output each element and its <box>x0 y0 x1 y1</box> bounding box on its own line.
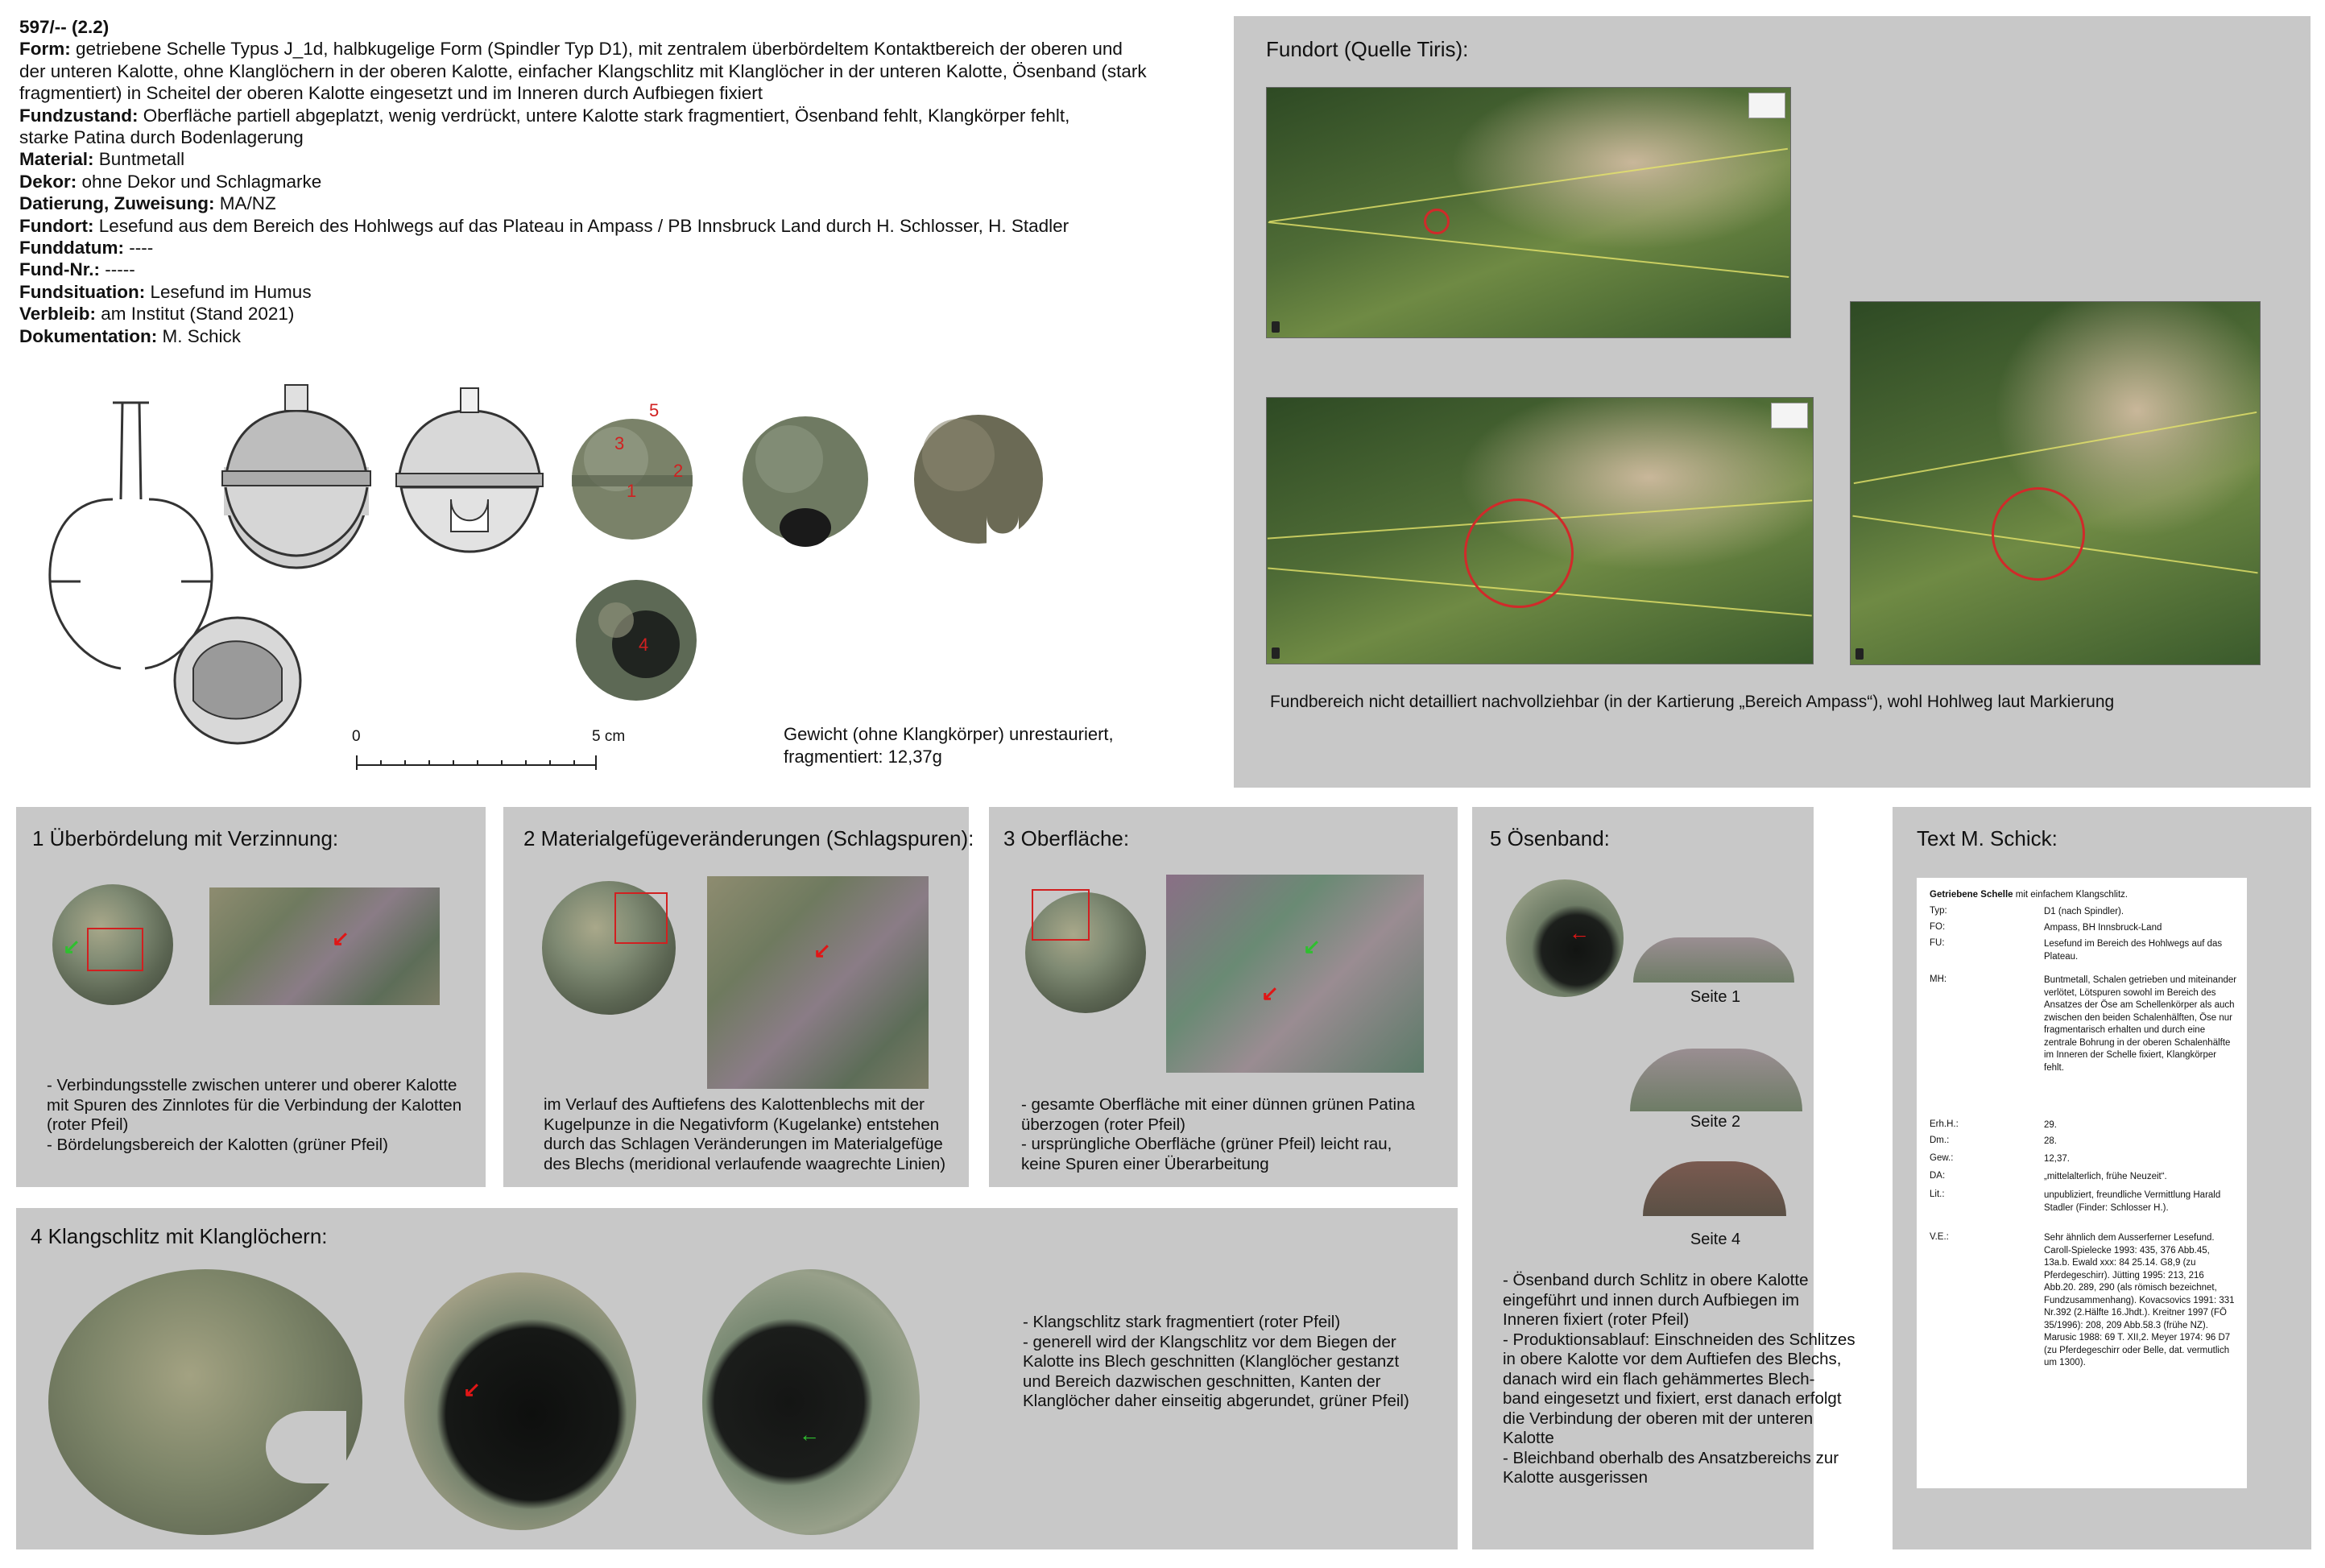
sheet-value: Ampass, BH Innsbruck-Land <box>2044 923 2162 933</box>
panel-klangschlitz <box>16 1208 1458 1549</box>
slot-gap <box>266 1411 346 1483</box>
figure-number-4: 4 <box>639 635 649 655</box>
panel-oesenband <box>1472 807 1855 1549</box>
map-legend <box>1771 403 1808 428</box>
panel3-line: keine Spuren einer Überarbeitung <box>1021 1154 1269 1173</box>
sheet-key: DA: <box>1930 1171 1946 1181</box>
sheet-key: V.E.: <box>1930 1232 1949 1242</box>
map-contour <box>1854 412 2257 484</box>
fundort-title: Fundort (Quelle Tiris): <box>1266 37 1469 61</box>
bell-photo-front <box>48 1269 362 1535</box>
panel3-line: überzogen (roter Pfeil) <box>1021 1115 1185 1134</box>
green-arrow-icon: ← <box>799 1422 820 1446</box>
seite1-label: Seite 1 <box>1690 988 1741 1006</box>
panel5-line: in obere Kalotte vor dem Auftiefen des Blechs, <box>1503 1350 1842 1368</box>
fundort-caption: Fundbereich nicht detailliert nachvollziehbar (in der Kartierung „Bereich Ampass“), wohl Hohlweg laut Markierung <box>1270 693 2115 711</box>
red-arrow-icon: ↙ <box>332 926 350 950</box>
sheet-value: Sehr ähnlich dem Ausserferner Lesefund. Caroll-Spielecke 1993: 435, 376 Abb.45, 13a.b. Ewald xxx: 84 25.14. G8,9 (zu Pferdegeschirr). Jütting 1995: 213, 216 Abb.20. 289, 290 (als römisch bezeichnet, Fundzusammenhang). Kovacsovics 1991: 331 Nr.392 (2.Hälfte 16.Jhdt.). Kreitner 1997 (FÖ 35/1996): 208, 209 Abb.58.3 (frühe NZ). Marusic 1988: 69 T. XII,2. Meyer 1974: 96 D7 (zu Pferdegeschirr oder Belle, dat. vermutlich um 1300). <box>2044 1233 2235 1367</box>
photo-bottom <box>576 580 697 701</box>
panel4-line: und Bereich dazwischen geschnitten, Kanten der <box>1023 1371 1381 1391</box>
panel5-line: Kalotte ausgerissen <box>1503 1468 1649 1487</box>
find-marker <box>1464 499 1574 608</box>
sheet-value: 28. <box>2044 1136 2057 1146</box>
red-arrow-icon: ↙ <box>813 938 831 962</box>
bell-photo-inside <box>404 1272 636 1530</box>
map-overview <box>1266 87 1791 338</box>
map-contour <box>1269 148 1788 222</box>
panel-ueberboerdelung <box>16 807 486 1187</box>
figure-number-2: 2 <box>673 461 684 481</box>
panel5-line: eingeführt und innen durch Aufbiegen im <box>1503 1290 1800 1309</box>
zoom-detail <box>1166 875 1424 1073</box>
seite2-label: Seite 2 <box>1690 1113 1741 1131</box>
map-plateau <box>1850 301 2261 665</box>
datierung-line: Datierung, Zuweisung: MA/NZ <box>19 193 276 214</box>
green-arrow-icon: ↙ <box>63 934 81 958</box>
panel5-text <box>1503 1271 1855 1488</box>
panel5-line: Inneren fixiert (roter Pfeil) <box>1503 1310 1690 1329</box>
panel4-line: - generell wird der Klangschlitz vor dem Biegen der <box>1023 1332 1396 1351</box>
zoom-detail <box>707 876 929 1089</box>
panel5-line: - Produktionsablauf: Einschneiden des Schlitzes <box>1503 1330 1855 1349</box>
panel5-line: die Verbindung der oberen mit der unteren <box>1503 1409 1814 1428</box>
find-marker <box>1424 209 1450 234</box>
catalog-sheet <box>1917 878 2247 1488</box>
section-drawing <box>50 403 212 668</box>
sheet-value: „mittelalterlich, frühe Neuzeit“. <box>2044 1172 2167 1181</box>
panel5-line: - Ösenband durch Schlitz in obere Kalotte <box>1503 1271 1809 1289</box>
panel2-line: des Blechs (meridional verlaufende waagrechte Linien) <box>544 1154 946 1173</box>
seite4-label: Seite 4 <box>1690 1231 1741 1248</box>
sheet-value: 12,37. <box>2044 1154 2070 1164</box>
figure-number-1: 1 <box>627 481 637 501</box>
panel2-line: Kugelpunze in die Negativform (Kugelanke) entstehen <box>544 1115 940 1134</box>
panel5-line: danach wird ein flach gehämmertes Blech- <box>1503 1369 1815 1388</box>
zoom-frame <box>614 892 668 944</box>
figure-number-3: 3 <box>614 433 625 453</box>
panel4-line: Kalotte ins Blech geschnitten (Klanglöcher gestanzt <box>1023 1352 1400 1371</box>
panel2-line: durch das Schlagen Veränderungen im Materialgefüge <box>544 1135 943 1153</box>
bottom-drawing <box>175 618 300 743</box>
weight-line-2: fragmentiert: 12,37g <box>784 747 942 767</box>
sheet-key: Gew.: <box>1930 1153 1954 1163</box>
zoom-frame <box>1032 889 1090 941</box>
panel4-title: 4 Klangschlitz mit Klanglöchern: <box>31 1224 328 1248</box>
funddatum-line: Funddatum: ---- <box>19 238 154 259</box>
zoom-frame <box>87 928 143 971</box>
sheet-key: MH: <box>1930 974 1947 984</box>
seite4-photo <box>1643 1161 1786 1216</box>
panel1-line: (roter Pfeil) <box>47 1115 129 1134</box>
panel5-title: 5 Ösenband: <box>1490 826 1610 850</box>
photo-back <box>743 416 868 547</box>
panel2-text <box>544 1095 945 1174</box>
form-line-2: der unteren Kalotte, ohne Klanglöchern in der oberen Kalotte, einfacher Klangschlitz mit Klanglöcher in der unteren Kalotte, Ösenband (stark <box>19 60 1147 81</box>
red-arrow-icon: ← <box>1569 921 1590 945</box>
fundzustand-line-1: Fundzustand: Oberfläche partiell abgeplatzt, wenig verdrückt, untere Kalotte stark fragmentiert, Ösenband fehlt, Klangkörper fehlt, <box>19 105 1070 126</box>
panel1-line: mit Spuren des Zinnlotes für die Verbindung der Kalotten <box>47 1095 462 1115</box>
panel1-line: - Verbindungsstelle zwischen unterer und oberer Kalotte <box>47 1076 457 1094</box>
back-drawing <box>396 388 543 552</box>
north-icon <box>1272 647 1280 659</box>
sheet-key: FU: <box>1930 938 1945 948</box>
sheet-heading: Getriebene Schelle mit einfachem Klangschlitz. <box>1930 890 2128 900</box>
weight-note <box>784 723 1114 768</box>
panel2-title: 2 Materialgefügeveränderungen (Schlagspuren): <box>523 826 974 850</box>
panel5-line: band eingesetzt und fixiert, erst danach erfolgt <box>1503 1389 1842 1408</box>
fundort-panel <box>1234 16 2311 788</box>
bell-photo-side <box>702 1269 920 1535</box>
verbleib-line: Verbleib: am Institut (Stand 2021) <box>19 304 295 325</box>
panel1-text <box>47 1076 461 1155</box>
sheet-key: Erh.H.: <box>1930 1119 1959 1129</box>
dekor-line: Dekor: ohne Dekor und Schlagmarke <box>19 171 322 192</box>
photo-side <box>914 415 1043 548</box>
scale-end-label: 5 cm <box>592 728 626 745</box>
sheet-value: Lesefund im Bereich des Hohlwegs auf das Plateau. <box>2044 939 2223 962</box>
sheet-key: FO: <box>1930 922 1946 932</box>
entry-id: 597/-- (2.2) <box>19 17 110 37</box>
sheet-value: 29. <box>2044 1120 2057 1130</box>
front-drawing <box>222 385 370 568</box>
panel5-line: Kalotte <box>1503 1429 1554 1447</box>
panel4-line: Klanglöcher daher einseitig abgerundet, grüner Pfeil) <box>1023 1392 1409 1410</box>
panel6-title: Text M. Schick: <box>1917 826 2058 850</box>
panel3-line: - ursprüngliche Oberfläche (grüner Pfeil) leicht rau, <box>1021 1135 1392 1153</box>
panel1-line: - Bördelungsbereich der Kalotten (grüner Pfeil) <box>47 1135 388 1154</box>
sheet-value: unpubliziert, freundliche Vermittlung Harald Stadler (Finder: Schlosser H.). <box>2044 1190 2221 1213</box>
panel1-title: 1 Überbördelung mit Verzinnung: <box>32 826 339 850</box>
object-figure <box>32 370 1224 773</box>
form-line-1: Form: getriebene Schelle Typus J_1d, halbkugelige Form (Spindler Typ D1), mit zentralem überbördeltem Kontaktbereich der oberen und <box>19 39 1123 60</box>
seite1-photo <box>1633 937 1794 983</box>
fundort-line: Fundort: Lesefund aus dem Bereich des Hohlwegs auf das Plateau in Ampass / PB Innsbruck Land durch H. Schlosser, H. Stadler <box>19 215 1069 236</box>
material-line: Material: Buntmetall <box>19 149 185 170</box>
fundzustand-line-2: starke Patina durch Bodenlagerung <box>19 127 304 148</box>
sheet-value: D1 (nach Spindler). <box>2044 907 2124 916</box>
zoom-detail <box>209 887 440 1005</box>
sheet-key: Dm.: <box>1930 1136 1950 1145</box>
fundsituation-line: Fundsituation: Lesefund im Humus <box>19 281 312 302</box>
figure-number-5: 5 <box>649 400 660 420</box>
form-line-3: fragmentiert) in Scheitel der oberen Kalotte eingesetzt und im Inneren durch Aufbiegen fixiert <box>19 83 763 104</box>
panel4-line: - Klangschlitz stark fragmentiert (roter Pfeil) <box>1023 1313 1341 1331</box>
north-icon <box>1272 321 1280 333</box>
find-marker <box>1992 487 2085 581</box>
sheet-value: Buntmetall, Schalen getrieben und miteinander verlötet, Lötspuren sowohl im Bereich des Ansatzes der Öse am Schellenkörper als auch zwischen den beiden Schalenhälften, Öse nur fragmentarisch erhalten und durch eine zentrale Bohrung in der oberen Schalenhälfte im Inneren der Schelle fixiert, Klangkörper fehlt. <box>2044 975 2237 1073</box>
panel3-title: 3 Oberfläche: <box>1003 826 1130 850</box>
scale-bar <box>357 755 596 770</box>
catalog-entry <box>19 16 1163 347</box>
panel-materialgefuege <box>503 807 974 1187</box>
sheet-key: Typ: <box>1930 906 1947 916</box>
panel3-line: - gesamte Oberfläche mit einer dünnen grünen Patina <box>1021 1095 1415 1114</box>
red-arrow-icon: ↙ <box>1261 981 1279 1005</box>
panel4-text <box>1023 1313 1409 1412</box>
map-detail <box>1266 397 1814 664</box>
seite2-photo <box>1630 1049 1802 1111</box>
scale-start-label: 0 <box>352 728 361 745</box>
map-contour <box>1268 221 1789 278</box>
map-legend <box>1748 93 1785 118</box>
weight-line-1: Gewicht (ohne Klangkörper) unrestauriert, <box>784 724 1114 744</box>
panel5-line: - Bleichband oberhalb des Ansatzbereichs zur <box>1503 1448 1839 1467</box>
sheet-key: Lit.: <box>1930 1189 1945 1199</box>
panel3-text <box>1021 1095 1415 1174</box>
panel2-line: im Verlauf des Auftiefens des Kalottenblechs mit der <box>544 1095 925 1114</box>
green-arrow-icon: ↙ <box>1303 934 1321 958</box>
north-icon <box>1855 648 1864 660</box>
dokumentation-line: Dokumentation: M. Schick <box>19 325 242 346</box>
red-arrow-icon: ↙ <box>463 1377 481 1401</box>
bell-photo-top <box>1506 879 1624 997</box>
panel-oberflaeche <box>989 807 1458 1187</box>
fundnr-line: Fund-Nr.: ----- <box>19 259 135 280</box>
